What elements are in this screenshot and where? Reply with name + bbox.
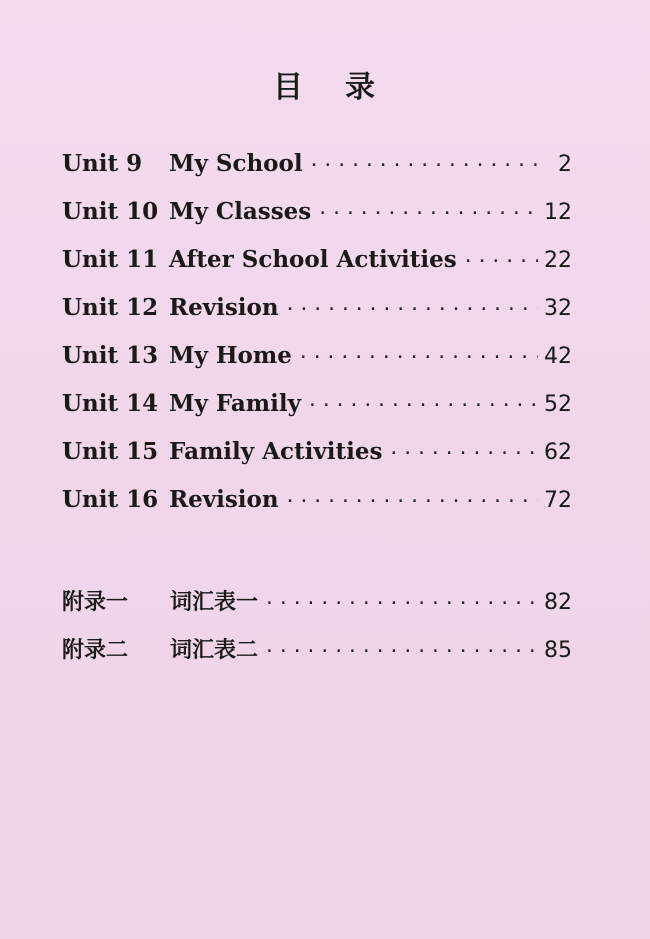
page-number: 12 [544,200,572,225]
toc-entry-unit-10[interactable] [62,198,572,246]
page-number: 42 [544,344,572,369]
appendix-title: 词汇表二 [170,638,259,663]
unit-title: My Classes [169,198,312,225]
page-number: 22 [544,248,572,273]
unit-title: Revision [169,486,279,513]
dot-leader [309,155,538,176]
unit-label: Unit 10 [62,198,159,225]
unit-title: Family Activities [169,438,383,465]
appendix-label: 附录一 [62,590,129,615]
unit-label: Unit 11 [62,246,159,273]
unit-label: Unit 12 [62,294,159,321]
unit-list [62,150,572,534]
page-number: 2 [558,152,572,177]
page-number: 72 [544,488,572,513]
toc-entry-unit-15[interactable] [62,438,572,486]
dot-leader [285,491,538,512]
toc-entry-unit-12[interactable] [62,294,572,342]
page-title-char-2: 录 [345,70,377,105]
dot-leader [388,443,538,464]
page-number: 32 [544,296,572,321]
appendix-title: 词汇表一 [170,590,259,615]
dot-leader [285,299,538,320]
unit-title: My Home [169,342,292,369]
dot-leader [463,251,538,272]
toc-entry-unit-16[interactable] [62,486,572,534]
page-number: 82 [544,590,572,615]
appendix-list [62,585,572,681]
page-title [0,62,650,106]
toc-entry-appendix-1[interactable] [62,585,572,633]
page-title-char-1: 目 [273,70,305,105]
toc-entry-appendix-2[interactable] [62,633,572,681]
page-number: 52 [544,392,572,417]
dot-leader [317,203,538,224]
toc-entry-unit-11[interactable] [62,246,572,294]
toc-entry-unit-14[interactable] [62,390,572,438]
dot-leader [298,347,538,368]
appendix-label: 附录二 [62,638,129,663]
unit-label: Unit 15 [62,438,159,465]
unit-title: My School [169,150,303,177]
unit-title: Revision [169,294,279,321]
unit-title: My Family [169,390,301,417]
dot-leader [264,593,538,614]
toc-entry-unit-9[interactable] [62,150,572,198]
dot-leader [307,395,538,416]
unit-label: Unit 9 [62,150,143,177]
unit-title: After School Activities [169,246,457,273]
unit-label: Unit 13 [62,342,159,369]
page-number: 85 [544,638,572,663]
page-number: 62 [544,440,572,465]
dot-leader [264,641,538,662]
unit-label: Unit 16 [62,486,159,513]
toc-entry-unit-13[interactable] [62,342,572,390]
unit-label: Unit 14 [62,390,159,417]
